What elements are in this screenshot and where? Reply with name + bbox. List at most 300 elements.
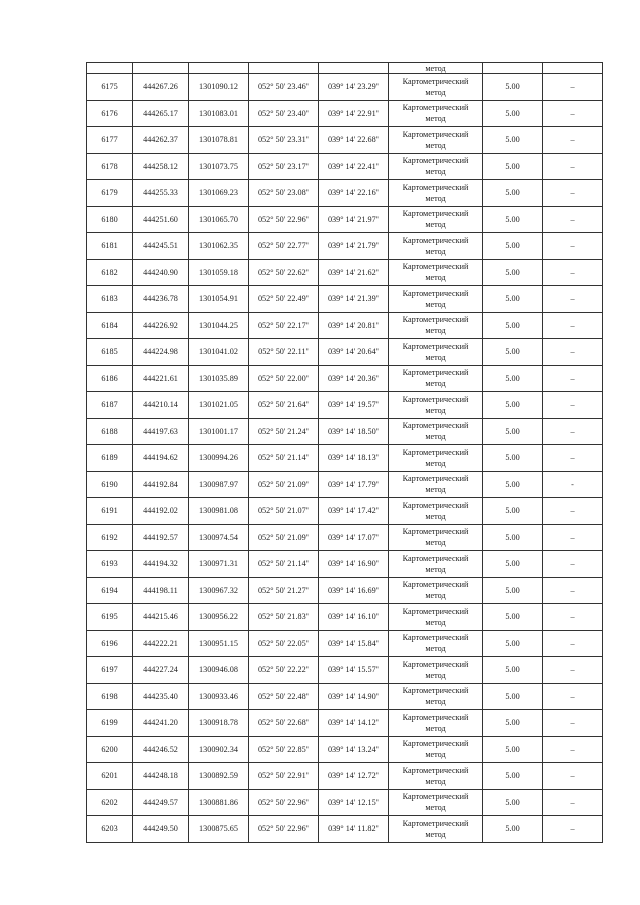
cell-x: 444240.90 (133, 259, 189, 286)
cell-point-number: 6190 (87, 471, 133, 498)
method-line-2: метод (425, 114, 446, 124)
cell-point-number: 6178 (87, 153, 133, 180)
cell-latitude: 052° 50' 22.22" (249, 657, 319, 684)
table-row (87, 816, 603, 843)
cell-note: – (543, 604, 603, 631)
cell-y: 1300974.54 (189, 524, 249, 551)
method-line-2: метод (425, 697, 446, 707)
table-row (87, 498, 603, 525)
cell-y: 1301035.89 (189, 365, 249, 392)
table-row (87, 63, 603, 74)
cell-method (389, 498, 483, 525)
cell-latitude: 052° 50' 23.17" (249, 153, 319, 180)
method-line-1: Картометрический (402, 394, 469, 404)
cell-method (389, 445, 483, 472)
method-line-1: Картометрический (402, 421, 469, 431)
method-line-1: Картометрический (402, 792, 469, 802)
cell-latitude: 052° 50' 22.96" (249, 816, 319, 843)
cell-accuracy: 5.00 (483, 418, 543, 445)
method-line-2: метод (425, 564, 446, 574)
cell-point-number: 6177 (87, 127, 133, 154)
table-row (87, 312, 603, 339)
method-line-2: метод (425, 167, 446, 177)
cell-accuracy: 5.00 (483, 577, 543, 604)
cell-longitude: 039° 14' 12.15" (319, 789, 389, 816)
cell-longitude: 039° 14' 14.12" (319, 710, 389, 737)
cell-accuracy: 5.00 (483, 789, 543, 816)
table-row (87, 763, 603, 790)
cell-x: 444222.21 (133, 630, 189, 657)
cell-latitude: 052° 50' 21.64" (249, 392, 319, 419)
cell-y: 1300971.31 (189, 551, 249, 578)
cell-empty (189, 63, 249, 74)
method-line-1: Картометрический (402, 818, 469, 828)
cell-note: – (543, 524, 603, 551)
cell-point-number: 6201 (87, 763, 133, 790)
cell-method (389, 286, 483, 313)
cell-accuracy: 5.00 (483, 127, 543, 154)
cell-point-number: 6187 (87, 392, 133, 419)
cell-x: 444215.46 (133, 604, 189, 631)
cell-accuracy: 5.00 (483, 683, 543, 710)
cell-note: – (543, 577, 603, 604)
cell-method (389, 418, 483, 445)
cell-point-number: 6196 (87, 630, 133, 657)
cell-latitude: 052° 50' 22.11" (249, 339, 319, 366)
table-row (87, 604, 603, 631)
method-line-2: метод (425, 273, 446, 283)
cell-accuracy: 5.00 (483, 763, 543, 790)
table-row (87, 365, 603, 392)
cell-y: 1301021.05 (189, 392, 249, 419)
method-line-2: метод (425, 458, 446, 468)
cell-longitude: 039° 14' 18.13" (319, 445, 389, 472)
cell-x: 444236.78 (133, 286, 189, 313)
table-row (87, 418, 603, 445)
cell-y: 1301044.25 (189, 312, 249, 339)
cell-point-number: 6183 (87, 286, 133, 313)
cell-note: – (543, 816, 603, 843)
cell-note: – (543, 630, 603, 657)
cell-accuracy: 5.00 (483, 339, 543, 366)
cell-x: 444194.62 (133, 445, 189, 472)
cell-method (389, 710, 483, 737)
method-line-2: метод (425, 326, 446, 336)
method-line-2: метод (425, 538, 446, 548)
cell-empty (543, 63, 603, 74)
cell-method (389, 683, 483, 710)
cell-method (389, 392, 483, 419)
cell-method (389, 524, 483, 551)
cell-x: 444235.40 (133, 683, 189, 710)
cell-point-number: 6193 (87, 551, 133, 578)
cell-point-number: 6186 (87, 365, 133, 392)
cell-method (389, 127, 483, 154)
method-line-1: Картометрический (402, 739, 469, 749)
cell-y: 1301054.91 (189, 286, 249, 313)
cell-y: 1300933.46 (189, 683, 249, 710)
method-line-1: Картометрический (402, 288, 469, 298)
method-line-1: Картометрический (402, 765, 469, 775)
cell-longitude: 039° 14' 21.62" (319, 259, 389, 286)
cell-longitude: 039° 14' 20.36" (319, 365, 389, 392)
cell-accuracy: 5.00 (483, 100, 543, 127)
cell-longitude: 039° 14' 22.68" (319, 127, 389, 154)
cell-latitude: 052° 50' 22.85" (249, 736, 319, 763)
method-line-2: метод (425, 723, 446, 733)
cell-longitude: 039° 14' 19.57" (319, 392, 389, 419)
table-row (87, 524, 603, 551)
method-line-1: Картометрический (402, 500, 469, 510)
cell-point-number: 6195 (87, 604, 133, 631)
method-line-1: Картометрический (402, 129, 469, 139)
cell-longitude: 039° 14' 16.10" (319, 604, 389, 631)
method-line-1: Картометрический (402, 712, 469, 722)
method-line-1: Картометрический (402, 209, 469, 219)
cell-longitude: 039° 14' 21.39" (319, 286, 389, 313)
cell-y: 1300956.22 (189, 604, 249, 631)
cell-longitude: 039° 14' 15.57" (319, 657, 389, 684)
cell-point-number: 6176 (87, 100, 133, 127)
cell-longitude: 039° 14' 17.07" (319, 524, 389, 551)
cell-point-number: 6198 (87, 683, 133, 710)
cell-x: 444192.84 (133, 471, 189, 498)
cell-longitude: 039° 14' 22.91" (319, 100, 389, 127)
cell-accuracy: 5.00 (483, 630, 543, 657)
cell-latitude: 052° 50' 22.68" (249, 710, 319, 737)
cell-method (389, 233, 483, 260)
table-row (87, 74, 603, 101)
method-line-2: метод (425, 617, 446, 627)
method-line-1: Картометрический (402, 156, 469, 166)
table-row (87, 789, 603, 816)
cell-longitude: 039° 14' 11.82" (319, 816, 389, 843)
cell-longitude: 039° 14' 15.84" (319, 630, 389, 657)
method-line-1: Картометрический (402, 103, 469, 113)
table-row (87, 630, 603, 657)
cell-note: – (543, 551, 603, 578)
method-line-1: Картометрический (402, 606, 469, 616)
cell-method (389, 74, 483, 101)
cell-accuracy: 5.00 (483, 657, 543, 684)
table-row (87, 577, 603, 604)
cell-accuracy: 5.00 (483, 736, 543, 763)
table-row (87, 233, 603, 260)
cell-x: 444192.02 (133, 498, 189, 525)
table-row (87, 206, 603, 233)
method-line-2: метод (425, 405, 446, 415)
table-row (87, 127, 603, 154)
cell-longitude: 039° 14' 22.16" (319, 180, 389, 207)
cell-x: 444262.37 (133, 127, 189, 154)
cell-method (389, 206, 483, 233)
cell-y: 1300946.08 (189, 657, 249, 684)
cell-x: 444210.14 (133, 392, 189, 419)
cell-latitude: 052° 50' 23.46" (249, 74, 319, 101)
cell-y: 1300902.34 (189, 736, 249, 763)
cell-y: 1300951.15 (189, 630, 249, 657)
cell-note: – (543, 74, 603, 101)
cell-empty (249, 63, 319, 74)
table-row (87, 683, 603, 710)
cell-note: – (543, 392, 603, 419)
method-line-2: метод (425, 432, 446, 442)
cell-method (389, 339, 483, 366)
cell-note: - (543, 471, 603, 498)
method-line-2: метод (425, 485, 446, 495)
cell-point-number: 6203 (87, 816, 133, 843)
cell-y: 1300875.65 (189, 816, 249, 843)
cell-longitude: 039° 14' 21.97" (319, 206, 389, 233)
cell-point-number: 6199 (87, 710, 133, 737)
cell-accuracy: 5.00 (483, 498, 543, 525)
cell-note: – (543, 233, 603, 260)
cell-point-number: 6192 (87, 524, 133, 551)
cell-method (389, 604, 483, 631)
cell-latitude: 052° 50' 21.09" (249, 524, 319, 551)
table-row (87, 180, 603, 207)
cell-method (389, 763, 483, 790)
cell-point-number: 6194 (87, 577, 133, 604)
method-line-1: Картометрический (402, 474, 469, 484)
table-row (87, 657, 603, 684)
method-line-1: Картометрический (402, 553, 469, 563)
cell-latitude: 052° 50' 22.48" (249, 683, 319, 710)
table-row (87, 100, 603, 127)
cell-method (389, 577, 483, 604)
cell-latitude: 052° 50' 21.24" (249, 418, 319, 445)
cell-latitude: 052° 50' 22.96" (249, 789, 319, 816)
cell-longitude: 039° 14' 20.81" (319, 312, 389, 339)
cell-method: метод (389, 63, 483, 74)
cell-point-number: 6197 (87, 657, 133, 684)
cell-x: 444249.57 (133, 789, 189, 816)
table-row (87, 445, 603, 472)
table-row (87, 392, 603, 419)
cell-latitude: 052° 50' 21.09" (249, 471, 319, 498)
cell-method (389, 816, 483, 843)
cell-point-number: 6191 (87, 498, 133, 525)
cell-y: 1300881.86 (189, 789, 249, 816)
cell-method (389, 736, 483, 763)
cell-note: – (543, 445, 603, 472)
cell-latitude: 052° 50' 21.83" (249, 604, 319, 631)
method-line-2: метод (425, 670, 446, 680)
cell-accuracy: 5.00 (483, 816, 543, 843)
cell-x: 444265.17 (133, 100, 189, 127)
method-line-1: Картометрический (402, 76, 469, 86)
cell-x: 444221.61 (133, 365, 189, 392)
cell-empty (483, 63, 543, 74)
cell-point-number: 6189 (87, 445, 133, 472)
cell-latitude: 052° 50' 23.31" (249, 127, 319, 154)
cell-point-number: 6188 (87, 418, 133, 445)
cell-accuracy: 5.00 (483, 445, 543, 472)
cell-y: 1301001.17 (189, 418, 249, 445)
cell-accuracy: 5.00 (483, 392, 543, 419)
table-row (87, 153, 603, 180)
cell-accuracy: 5.00 (483, 710, 543, 737)
method-line-1: Картометрический (402, 182, 469, 192)
cell-empty (87, 63, 133, 74)
cell-point-number: 6184 (87, 312, 133, 339)
method-line-2: метод (425, 750, 446, 760)
cell-x: 444198.11 (133, 577, 189, 604)
cell-latitude: 052° 50' 21.07" (249, 498, 319, 525)
cell-point-number: 6180 (87, 206, 133, 233)
method-line-2: метод (425, 379, 446, 389)
method-line-1: Картометрический (402, 235, 469, 245)
method-line-2: метод (425, 803, 446, 813)
cell-latitude: 052° 50' 23.40" (249, 100, 319, 127)
cell-y: 1300892.59 (189, 763, 249, 790)
method-line-1: Картометрический (402, 633, 469, 643)
table-row (87, 339, 603, 366)
method-line-1: Картометрический (402, 368, 469, 378)
cell-x: 444255.33 (133, 180, 189, 207)
cell-latitude: 052° 50' 23.08" (249, 180, 319, 207)
cell-point-number: 6179 (87, 180, 133, 207)
cell-y: 1301078.81 (189, 127, 249, 154)
cell-accuracy: 5.00 (483, 365, 543, 392)
cell-y: 1301073.75 (189, 153, 249, 180)
cell-longitude: 039° 14' 17.42" (319, 498, 389, 525)
cell-longitude: 039° 14' 13.24" (319, 736, 389, 763)
method-line-1: Картометрический (402, 262, 469, 272)
cell-longitude: 039° 14' 14.90" (319, 683, 389, 710)
cell-accuracy: 5.00 (483, 180, 543, 207)
cell-x: 444227.24 (133, 657, 189, 684)
cell-x: 444246.52 (133, 736, 189, 763)
cell-accuracy: 5.00 (483, 471, 543, 498)
cell-longitude: 039° 14' 21.79" (319, 233, 389, 260)
cell-x: 444251.60 (133, 206, 189, 233)
cell-x: 444249.50 (133, 816, 189, 843)
cell-note: – (543, 736, 603, 763)
cell-note: – (543, 498, 603, 525)
cell-x: 444226.92 (133, 312, 189, 339)
cell-accuracy: 5.00 (483, 259, 543, 286)
method-line-1: Картометрический (402, 580, 469, 590)
cell-accuracy: 5.00 (483, 233, 543, 260)
cell-method (389, 312, 483, 339)
method-line-2: метод (425, 193, 446, 203)
cell-note: – (543, 365, 603, 392)
cell-longitude: 039° 14' 23.29" (319, 74, 389, 101)
cell-x: 444258.12 (133, 153, 189, 180)
cell-latitude: 052° 50' 22.62" (249, 259, 319, 286)
cell-y: 1300987.97 (189, 471, 249, 498)
cell-y: 1300918.78 (189, 710, 249, 737)
method-line-2: метод (425, 299, 446, 309)
cell-x: 444241.20 (133, 710, 189, 737)
method-line-2: метод (425, 352, 446, 362)
cell-latitude: 052° 50' 21.14" (249, 445, 319, 472)
cell-longitude: 039° 14' 20.64" (319, 339, 389, 366)
method-line-2: метод (425, 644, 446, 654)
cell-y: 1301059.18 (189, 259, 249, 286)
method-line-2: метод (425, 511, 446, 521)
method-line-1: Картометрический (402, 315, 469, 325)
cell-x: 444224.98 (133, 339, 189, 366)
cell-y: 1300981.08 (189, 498, 249, 525)
cell-note: – (543, 312, 603, 339)
method-line-2: метод (425, 776, 446, 786)
cell-point-number: 6181 (87, 233, 133, 260)
cell-accuracy: 5.00 (483, 153, 543, 180)
cell-point-number: 6185 (87, 339, 133, 366)
method-line-1: Картометрический (402, 341, 469, 351)
cell-note: – (543, 418, 603, 445)
method-line-1: Картометрический (402, 686, 469, 696)
cell-y: 1300967.32 (189, 577, 249, 604)
coordinates-table (86, 62, 603, 843)
cell-method (389, 259, 483, 286)
table-row (87, 710, 603, 737)
method-line-2: метод (425, 87, 446, 97)
cell-note: – (543, 100, 603, 127)
cell-latitude: 052° 50' 22.91" (249, 763, 319, 790)
cell-y: 1301065.70 (189, 206, 249, 233)
cell-note: – (543, 339, 603, 366)
cell-note: – (543, 710, 603, 737)
cell-longitude: 039° 14' 16.90" (319, 551, 389, 578)
cell-y: 1301083.01 (189, 100, 249, 127)
cell-longitude: 039° 14' 18.50" (319, 418, 389, 445)
table-row (87, 286, 603, 313)
cell-method (389, 630, 483, 657)
cell-latitude: 052° 50' 22.49" (249, 286, 319, 313)
table-row (87, 471, 603, 498)
cell-note: – (543, 789, 603, 816)
cell-accuracy: 5.00 (483, 74, 543, 101)
cell-y: 1300994.26 (189, 445, 249, 472)
cell-accuracy: 5.00 (483, 551, 543, 578)
cell-accuracy: 5.00 (483, 604, 543, 631)
cell-empty (319, 63, 389, 74)
cell-accuracy: 5.00 (483, 206, 543, 233)
method-line-1: Картометрический (402, 447, 469, 457)
cell-empty (133, 63, 189, 74)
cell-x: 444248.18 (133, 763, 189, 790)
cell-latitude: 052° 50' 21.14" (249, 551, 319, 578)
cell-method (389, 789, 483, 816)
cell-note: – (543, 180, 603, 207)
cell-latitude: 052° 50' 22.05" (249, 630, 319, 657)
cell-longitude: 039° 14' 22.41" (319, 153, 389, 180)
method-line-2: метод (425, 246, 446, 256)
cell-latitude: 052° 50' 22.17" (249, 312, 319, 339)
cell-y: 1301090.12 (189, 74, 249, 101)
method-line-2: метод (425, 591, 446, 601)
cell-accuracy: 5.00 (483, 286, 543, 313)
table-row (87, 551, 603, 578)
cell-latitude: 052° 50' 21.27" (249, 577, 319, 604)
cell-note: – (543, 657, 603, 684)
cell-note: – (543, 259, 603, 286)
cell-x: 444194.32 (133, 551, 189, 578)
cell-note: – (543, 286, 603, 313)
method-line-2: метод (425, 829, 446, 839)
cell-y: 1301069.23 (189, 180, 249, 207)
method-line-2: метод (425, 140, 446, 150)
cell-x: 444267.26 (133, 74, 189, 101)
cell-latitude: 052° 50' 22.77" (249, 233, 319, 260)
cell-note: – (543, 683, 603, 710)
cell-method (389, 100, 483, 127)
cell-x: 444197.63 (133, 418, 189, 445)
cell-x: 444245.51 (133, 233, 189, 260)
